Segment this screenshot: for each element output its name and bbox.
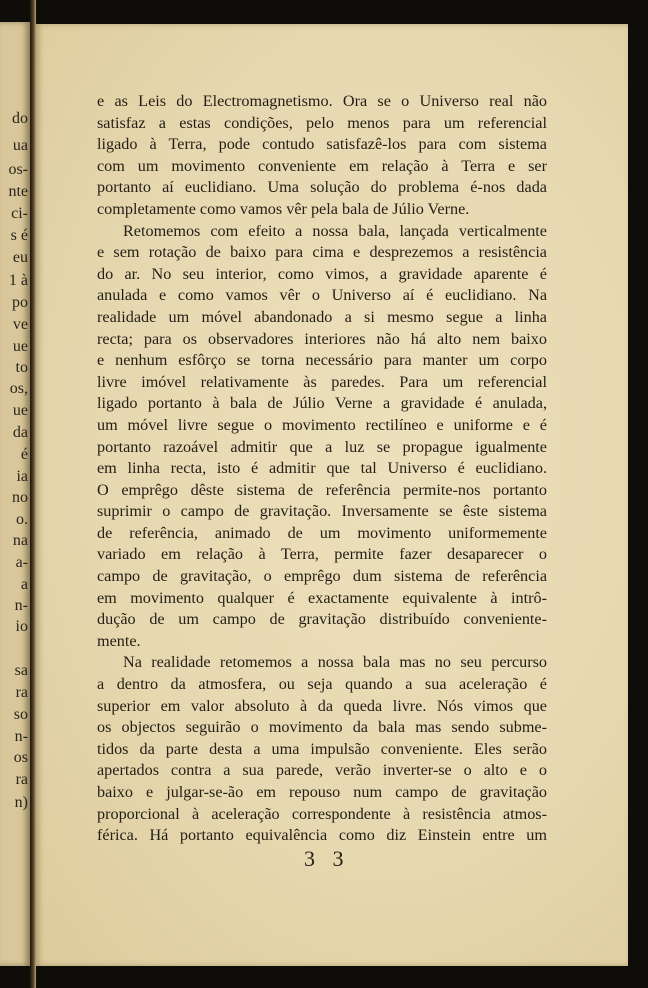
facing-page-fragment: do xyxy=(12,110,28,127)
facing-page-fragment: da xyxy=(12,424,28,441)
text-line: em linha recta, isto é admitir que tal Universo é euclidiano. xyxy=(97,459,547,478)
facing-page-fragment: a xyxy=(20,576,28,593)
text-line: satisfaz a estas condições, pelo menos para um referencial xyxy=(97,113,547,132)
text-line: em movimento qualquer é exactamente equivalente à intrô- xyxy=(97,588,547,607)
facing-page-edge xyxy=(0,22,30,966)
text-line: O emprêgo dêste sistema de referência permite-nos portanto xyxy=(97,480,547,499)
facing-page-fragment: po xyxy=(12,294,28,311)
text-line: mente. xyxy=(97,631,141,650)
facing-page-fragment: sa xyxy=(14,662,28,679)
book-page xyxy=(36,24,628,966)
text-line: ligado à Terra, pode contudo satisfazê-los para com sistema xyxy=(97,135,547,154)
text-line: portanto razoável admitir que a luz se propague igualmente xyxy=(97,437,547,456)
text-line: completamente como vamos vêr pela bala de Júlio Verne. xyxy=(97,199,470,218)
text-line: a dentro da atmosfera, ou seja quando a sua aceleração é xyxy=(97,675,547,694)
text-line: proporcional à aceleração correspondente à resistência atmos- xyxy=(97,804,547,823)
text-line: superior em valor absoluto à da queda livre. Nós vimos que xyxy=(97,696,547,715)
text-line: campo de gravitação, o emprêgo dum sistema de referência xyxy=(97,567,547,586)
facing-page-fragment: o. xyxy=(16,511,28,528)
facing-page-fragment: ia xyxy=(16,468,28,485)
facing-page-fragment: os- xyxy=(8,161,28,178)
facing-page-fragment: ve xyxy=(12,316,28,333)
facing-page-fragment: os, xyxy=(9,380,28,397)
facing-page-fragment: ua xyxy=(12,137,28,154)
facing-page-fragment: eu xyxy=(12,249,28,266)
facing-page-fragment: a- xyxy=(15,554,28,571)
facing-page-fragment: no xyxy=(12,489,28,506)
facing-page-fragment: to xyxy=(15,359,28,376)
facing-page-fragment: ci- xyxy=(11,205,28,222)
facing-page-fragment: ue xyxy=(12,402,28,419)
text-line: anulada e como vamos vêr o Universo aí é euclidiano. Na xyxy=(97,286,547,305)
facing-page-fragment: ue xyxy=(12,338,28,355)
facing-page-fragment: ra xyxy=(15,771,28,788)
text-line: férica. Há portanto equivalência como diz Einstein entre um xyxy=(97,826,547,845)
text-line: e as Leis do Electromagnetismo. Ora se o Universo real não xyxy=(97,92,547,110)
text-line: com um movimento conveniente em relação à Terra e ser xyxy=(97,156,547,175)
facing-page-fragment: nte xyxy=(8,183,28,200)
text-line: variado em relação à Terra, permite fazer desaparecer o xyxy=(97,545,547,564)
facing-page-fragment: na xyxy=(12,532,28,549)
facing-page-fragment: é xyxy=(20,446,28,463)
text-line: suprimir o campo de gravitação. Inversamente se êste sistema xyxy=(97,502,547,521)
facing-page-fragment: n) xyxy=(14,794,28,811)
facing-page-fragment: n- xyxy=(14,728,28,745)
facing-page-fragment: io xyxy=(15,618,28,635)
text-line: livre imóvel relativamente às paredes. Para um referencial xyxy=(97,372,547,391)
text-line: dução de um campo de gravitação distribuído conveniente- xyxy=(97,610,547,629)
facing-page-fragment: n- xyxy=(14,597,28,614)
text-line: apertados contra a sua parede, verão inverter-se o alto e o xyxy=(97,761,547,780)
text-line: de referência, animado de um movimento uniformemente xyxy=(97,523,547,542)
text-line: os objectos seguirão o movimento da bala mas sendo subme- xyxy=(97,718,547,737)
text-line: realidade um móvel abandonado a si mesmo segue a linha xyxy=(97,307,547,326)
facing-page-fragment: os xyxy=(13,749,28,766)
text-line: recta; para os observadores interiores não há alto nem baixo xyxy=(97,329,547,348)
text-line: e sem rotação de baixo para cima e desprezemos a resistência xyxy=(97,243,547,262)
text-line: Retomemos com efeito a nossa bala, lançada verticalmente xyxy=(123,221,547,240)
body-text xyxy=(97,91,547,847)
text-line: portanto aí euclidiano. Uma solução do problema é-nos dada xyxy=(97,178,547,197)
text-line: tidos da parte desta a uma impulsão conveniente. Eles serão xyxy=(97,739,547,758)
text-line: baixo e julgar-se-ão em repouso num campo de gravitação xyxy=(97,783,547,801)
text-line: Na realidade retomemos a nossa bala mas no seu percurso xyxy=(123,653,547,672)
text-line: um móvel livre segue o movimento rectilíneo e uniforme e é xyxy=(97,415,547,434)
text-line: do ar. No seu interior, como vimos, a gravidade aparente é xyxy=(97,264,547,283)
text-line: ligado portanto à bala de Júlio Verne a gravidade é anulada, xyxy=(97,394,547,413)
page-number: 3 3 xyxy=(304,846,350,871)
facing-page-fragment: 1 à xyxy=(8,272,28,289)
text-line: e nenhum esfôrço se torna necessário para manter um corpo xyxy=(97,351,547,370)
facing-page-fragment: ra xyxy=(15,684,28,701)
facing-page-fragment: so xyxy=(13,706,28,723)
facing-page-fragment: s é xyxy=(10,227,28,244)
